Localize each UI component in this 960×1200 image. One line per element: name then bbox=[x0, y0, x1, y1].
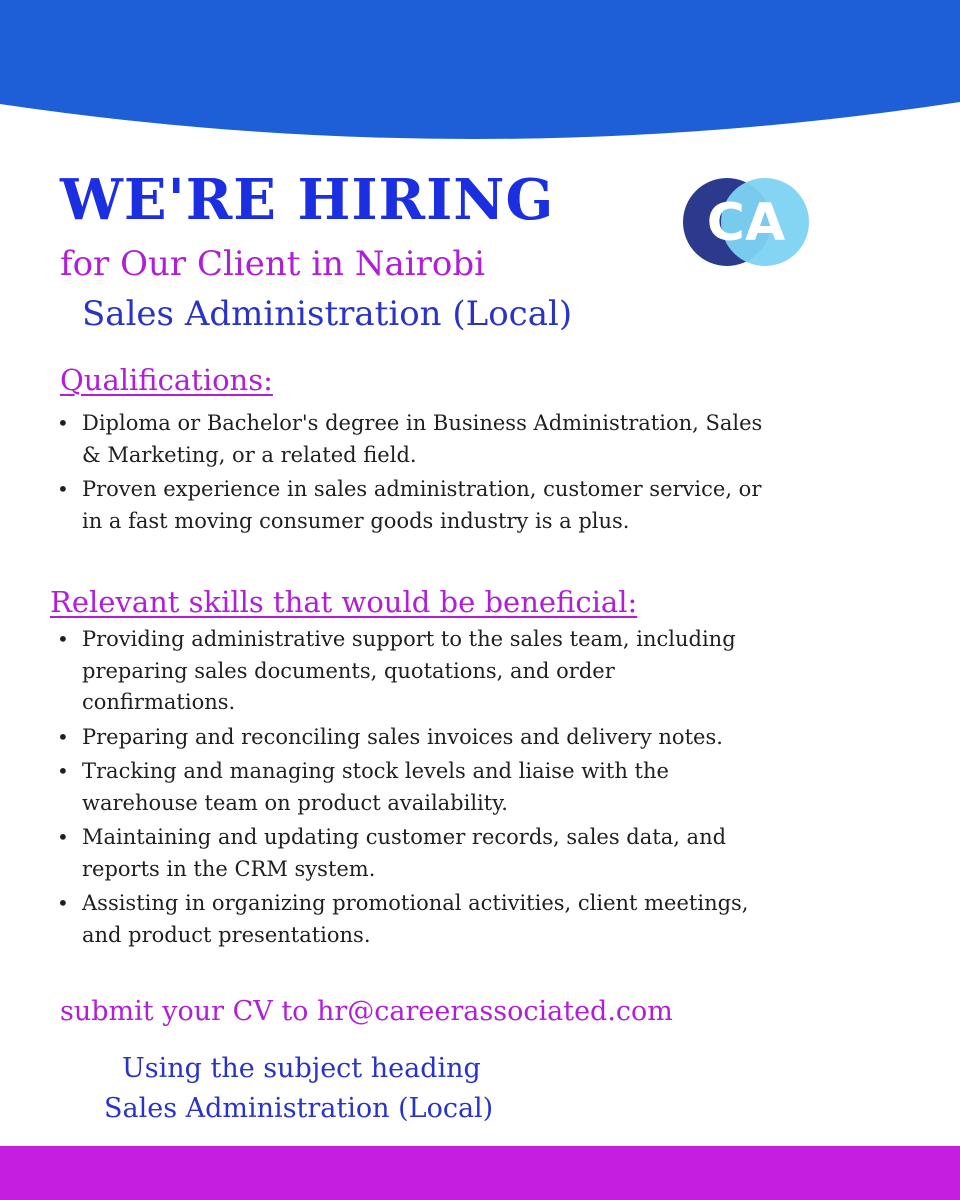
qualifications-heading: Qualifications: bbox=[60, 363, 273, 397]
list-item: • Providing administrative support to the sales team, including preparing sales documents, quotations, and order confirmations. bbox=[52, 624, 772, 719]
list-item: • Preparing and reconciling sales invoices and delivery notes. bbox=[52, 722, 772, 754]
logo-text: CA bbox=[706, 193, 786, 253]
list-item: • Assisting in organizing promotional activities, client meetings, and product presentations. bbox=[52, 888, 772, 951]
qualifications-list bbox=[52, 408, 772, 540]
subject-heading-value: Sales Administration (Local) bbox=[104, 1093, 494, 1124]
list-item: • Proven experience in sales administration, customer service, or in a fast moving consumer goods industry is a plus. bbox=[52, 474, 772, 537]
career-associated-logo bbox=[681, 174, 811, 270]
top-wave-banner bbox=[0, 0, 960, 160]
client-line: for Our Client in Nairobi bbox=[60, 244, 486, 284]
role-title: Sales Administration (Local) bbox=[82, 294, 573, 334]
list-item: • Maintaining and updating customer records, sales data, and reports in the CRM system. bbox=[52, 822, 772, 885]
subject-heading-label: Using the subject heading bbox=[122, 1053, 481, 1084]
bottom-bar bbox=[0, 1146, 960, 1200]
list-item: • Tracking and managing stock levels and liaise with the warehouse team on product availability. bbox=[52, 756, 772, 819]
skills-heading: Relevant skills that would be beneficial: bbox=[50, 585, 638, 619]
page-title: WE'RE HIRING bbox=[60, 167, 555, 233]
list-item: • Diploma or Bachelor's degree in Business Administration, Sales & Marketing, or a related field. bbox=[52, 408, 772, 471]
skills-list bbox=[52, 624, 772, 954]
submit-cv-text: submit your CV to hr@careerassociated.com bbox=[60, 996, 673, 1027]
